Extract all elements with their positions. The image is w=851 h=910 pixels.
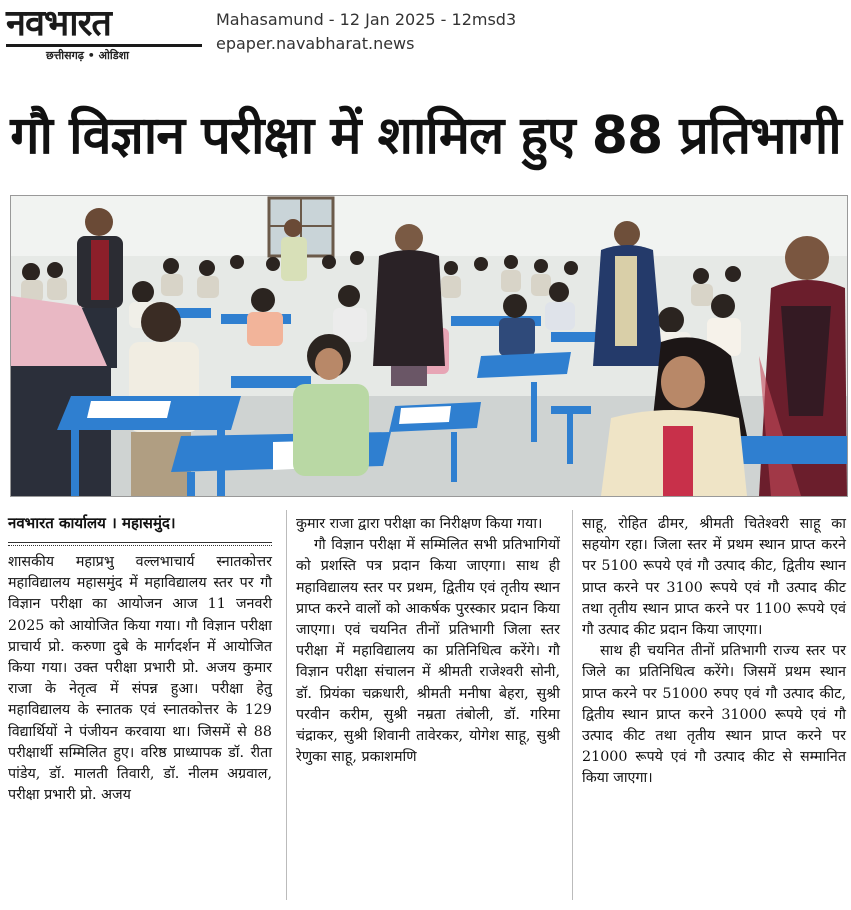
- column-divider: [286, 510, 287, 900]
- dateline-divider: [8, 542, 272, 546]
- article-paragraph: गौ विज्ञान परीक्षा में सम्मिलित सभी प्रतिभागियों को प्रशस्ति पत्र प्रदान किया जाएगा। साथ ही महाविद्यालय स्तर पर प्रथम, द्वितीय एवं तृतीय स्थान प्राप्त करने वालों को आकर्षक पुरस्कार प्रदान किया जाएगा। एवं चयनित तीनों प्रतिभागी जिला स्तर परीक्षा में महाविद्यालय का प्रतिनिधित्व करेंगे। गौ विज्ञान परीक्षा संचालन में श्रीमती राजेश्वरी सोनी, डॉ. प्रियंका चक्रधारी, श्रीमती मनीषा बेहरा, सुश्री परवीन करीम, सुश्री नम्रता तंबोली, डॉ. गरिमा चंद्राकर, सुश्री शिवानी तावेरकर, योगेश साहू, सुश्री रेणुका साहू, प्रकाशमणि: [296, 537, 560, 766]
- article-paragraph: कुमार राजा द्वारा परीक्षा का निरीक्षण किया गया।: [296, 516, 543, 532]
- article-body: [8, 510, 848, 900]
- epaper-site: epaper.navabharat.news: [216, 34, 415, 53]
- dateline: नवभारत कार्यालय । महासमुंद।: [8, 514, 176, 532]
- column-divider: [572, 510, 573, 900]
- newspaper-logo: [6, 4, 202, 62]
- article-paragraph: शासकीय महाप्रभु वल्लभाचार्य स्नातकोत्तर महाविद्यालय महासमुंद में महाविद्यालय स्तर पर गौ विज्ञान परीक्षा का आयोजन आज 11 जनवरी 2025 को आयोजित किया गया। गौ विज्ञान परीक्षा प्राचार्य प्रो. करुणा दुबे के मार्गदर्शन में आयोजित किया गया। उक्त परीक्षा प्रभारी प्रो. अजय कुमार राजा के नेतृत्व में संपन्न हुआ। परीक्षा हेतु महाविद्यालय के स्नातक एवं स्नातकोत्तर के 129 विद्यार्थियों ने पंजीयन करवाया था। जिसमें से 88 परीक्षार्थी सम्मिलित हुए। वरिष्ठ प्राध्यापक डॉ. रीता पांडेय, डॉ. मालती तिवारी, डॉ. नीलम अग्रवाल, परीक्षा प्रभारी प्रो. अजय: [8, 554, 272, 804]
- edition-info: Mahasamund - 12 Jan 2025 - 12msd3: [216, 10, 517, 29]
- article-column-3: [582, 514, 846, 790]
- logo-region-tagline: छत्तीसगढ़ • ओडिशा: [46, 49, 129, 62]
- article-paragraph: साथ ही चयनित तीनों प्रतिभागी राज्य स्तर पर जिले का प्रतिनिधित्व करेंगे। जिसमें प्रथम स्थान प्राप्त करने पर 51000 रुपए एवं गौ उत्पाद कीट, द्वितीय स्थान प्राप्त करने 31000 रूपये एवं गौ उत्पाद कीट तथा तृतीय स्थान प्राप्त करने पर 21000 रूपये एवं गौ उत्पाद कीट से सम्मानित किया जाएगा।: [582, 643, 846, 787]
- logo-wordmark: नवभारत: [6, 4, 202, 47]
- exam-hall-photo: [10, 195, 848, 497]
- article-column-2: [296, 514, 560, 768]
- masthead: [0, 0, 851, 72]
- article-headline: गौ विज्ञान परीक्षा में शामिल हुए 88 प्रतिभागी: [10, 106, 841, 166]
- article-column-1: [8, 510, 272, 806]
- article-paragraph: साहू, रोहित ढीमर, श्रीमती चितेश्वरी साहू का सहयोग रहा। जिला स्तर में प्रथम स्थान प्राप्त करने पर 5100 रूपये एवं गौ उत्पाद कीट, द्वितीय स्थान प्राप्त करने पर 3100 रूपये एवं गौ उत्पाद कीट तथा तृतीय स्थान प्राप्त करने पर 1100 रूपये एवं गौ उत्पाद कीट प्रदान किया जाएगा।: [582, 516, 846, 639]
